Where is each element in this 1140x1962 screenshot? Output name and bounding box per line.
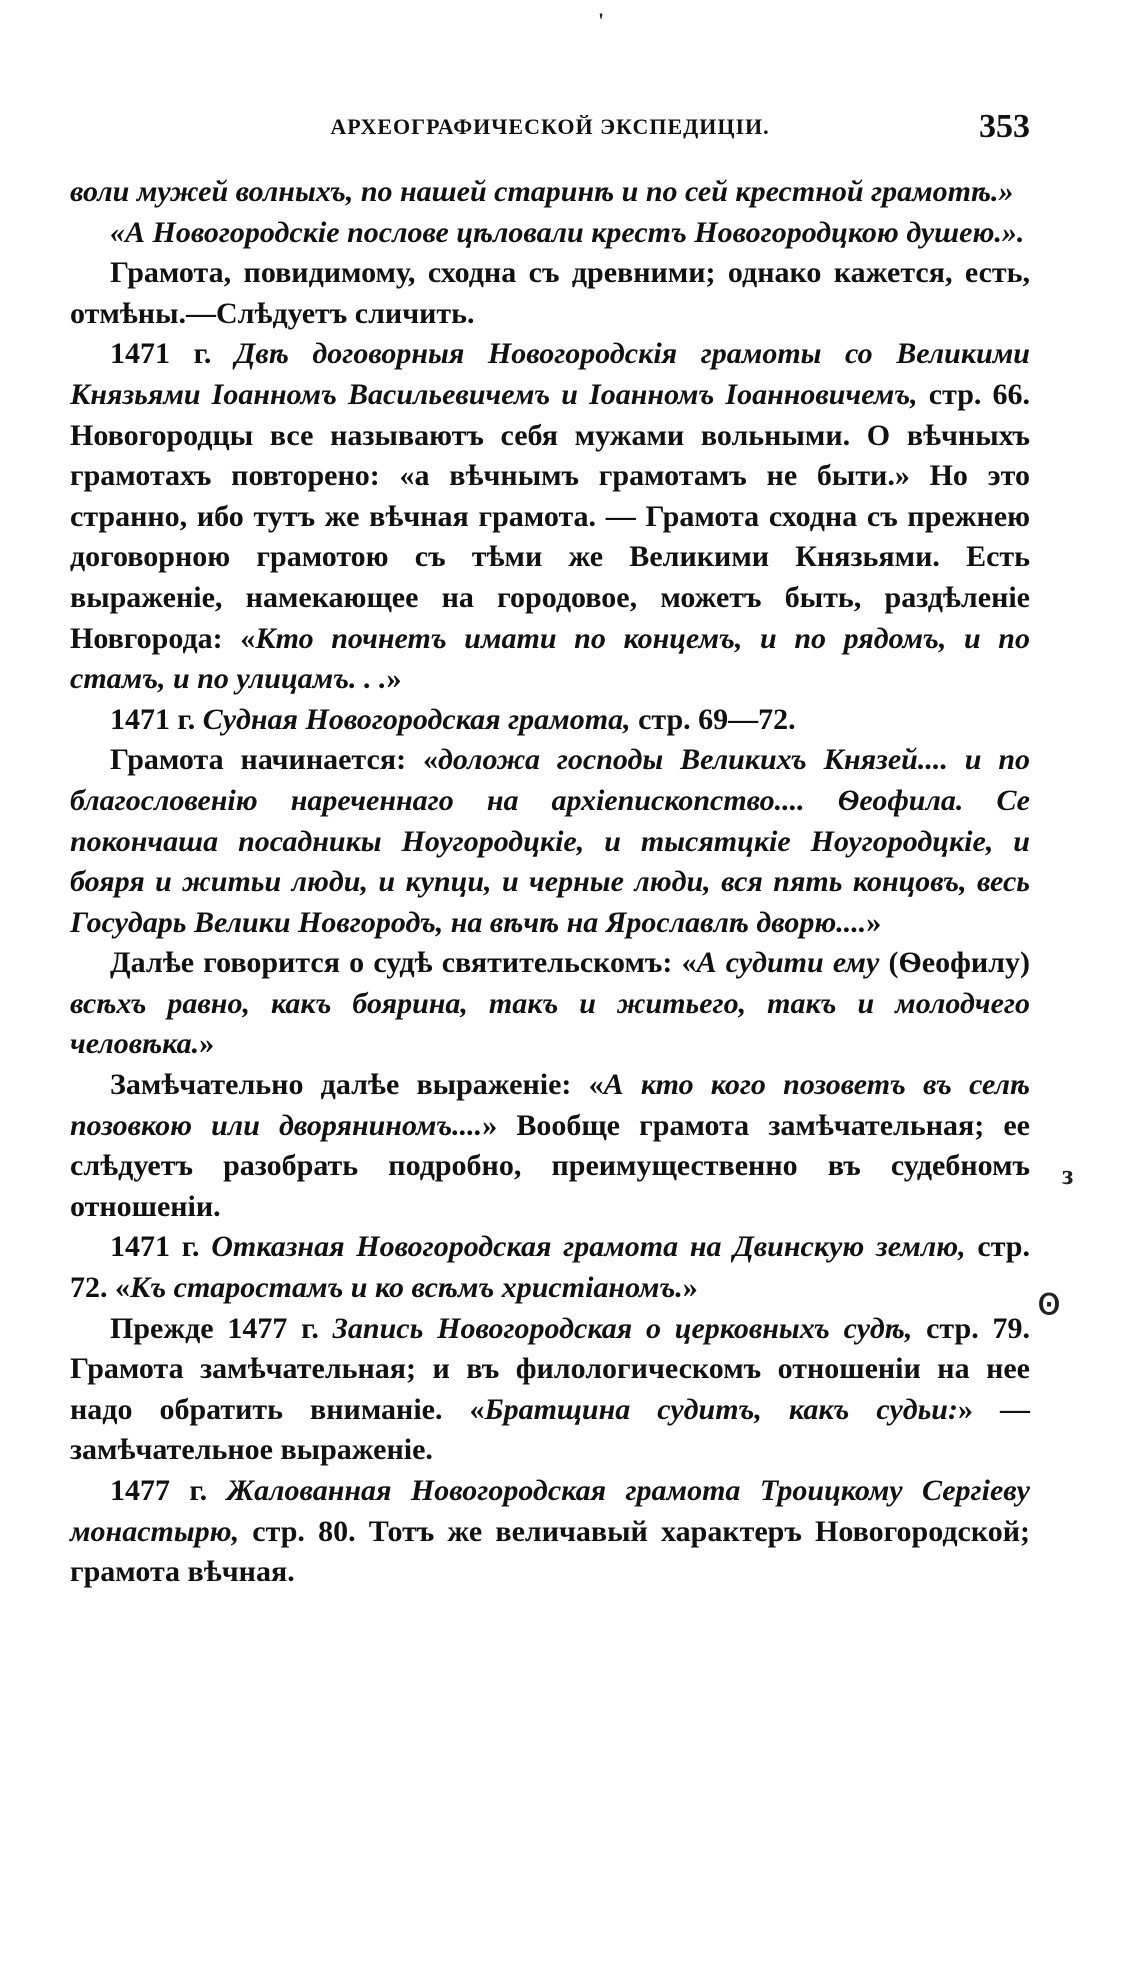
text-run: Грамота начинается: «	[110, 743, 438, 777]
body-text	[70, 172, 1030, 1593]
text-run: Далѣе говорится о судѣ святительскомъ: «	[110, 946, 697, 980]
paragraph	[70, 1309, 1030, 1471]
header-title: АРХЕОГРАФИЧЕСКОЙ ЭКСПЕДИЦІИ.	[330, 114, 770, 139]
italic-text-run: Кто почнетъ имати по концемъ, и по рядомъ, и по стамъ, и по улицамъ. . .	[70, 621, 1030, 696]
paragraph	[70, 334, 1030, 699]
text-run: 1471 г.	[110, 702, 203, 736]
text-run: »	[682, 1271, 698, 1305]
text-run: стр. 79. Грамота замѣчательная; и въ филологическомъ отношеніи на нее надо обратить вниманіе. «	[70, 1311, 1030, 1426]
text-run: 1471 г.	[110, 1230, 212, 1264]
text-run: Прежде 1477 г.	[110, 1311, 333, 1345]
text-run: » — замѣчательное выраженіе.	[70, 1392, 1030, 1467]
paragraph	[70, 213, 1030, 254]
italic-text-run: «А Новогородскіе послове цѣловали крестъ Новогородцкою душею.».	[110, 215, 1025, 249]
paragraph	[70, 700, 1030, 741]
italic-text-run: Двѣ договорныя Новогородскія грамоты со Великими Князьями Іоанномъ Васильевичемъ и Іоанномъ Іоанновичемъ,	[70, 337, 1030, 411]
page-number: 353	[979, 108, 1030, 145]
italic-text-run: Судная Новогородская грамота,	[202, 702, 631, 736]
print-mark-top: '	[598, 8, 605, 33]
paragraph	[70, 740, 1030, 943]
text-run: Грамота, повидимому, сходна съ древними; однако кажется, есть, отмѣны.—Слѣдуетъ сличить.	[70, 256, 1030, 330]
text-run: »	[199, 1027, 215, 1061]
italic-text-run: доложа господы Великихъ Князей.... и по благословенію нареченнаго на архіепископство.... Ѳеофила. Се покончаша посадникы Ноугородцкіе, и тысятцкіе Ноугородцкіе, и бояря и житьи люди, и купци, и черные люди, вся пять концовъ, весь Государь Велики Новгородъ, на вѣчѣ на Ярославлѣ дворю....	[70, 743, 1031, 939]
paragraph	[70, 253, 1030, 334]
italic-text-run: Отказная Новогородская грамота на Двинскую землю,	[211, 1230, 966, 1264]
italic-text-run: А судити ему	[696, 946, 880, 980]
paragraph	[70, 943, 1030, 1065]
italic-text-run: воли мужей волныхъ, по нашей старинѣ и по сей крестной грамотѣ.»	[70, 175, 1014, 208]
text-run: стр. 66. Новогородцы все называютъ себя мужами вольными. О вѣчныхъ грамотахъ повторено: «а вѣчнымъ грамотамъ не быти.» Но это странно, ибо тутъ же вѣчная грамота. — Грамота сходна съ прежнею договорною грамотою съ тѣми же Великими Князьями. Есть выраженіе, намекающее на городовое, можетъ быть, раздѣленіе Новгорода: «	[70, 377, 1030, 655]
paragraph	[70, 1227, 1030, 1308]
italic-text-run: Жалованная Новогородская грамота Троицкому Сергіеву монастырю,	[70, 1474, 1030, 1548]
text-run: стр. 72. «	[70, 1230, 1030, 1305]
text-run: » Вообще грамота замѣчательная; ее слѣдуетъ разобрать подробно, преимущественно въ судебномъ отношеніи.	[70, 1108, 1030, 1223]
margin-mark-right-1: з	[1062, 1160, 1074, 1191]
paragraph	[70, 1471, 1030, 1593]
italic-text-run: Къ старостамъ и ко всѣмъ христіаномъ.	[130, 1271, 683, 1305]
paragraph	[70, 1065, 1030, 1227]
italic-text-run: всѣхъ равно, какъ боярина, такъ и житьего, такъ и молодчего человѣка.	[70, 986, 1030, 1061]
text-run: стр. 80. Тотъ же величавый характеръ Новогородской; грамота вѣчная.	[70, 1514, 1030, 1589]
text-run: 1477 г.	[110, 1474, 227, 1507]
italic-text-run: Братщина судитъ, какъ судьи:	[484, 1392, 958, 1426]
text-run: стр. 69—72.	[630, 702, 796, 736]
italic-text-run: А кто кого позоветъ въ селѣ позовкою или дворяниномъ....	[70, 1068, 1030, 1142]
running-header	[70, 108, 1030, 148]
margin-mark-right-2: Ꙩ	[1038, 1290, 1061, 1321]
text-run: (Ѳеофилу)	[879, 946, 1030, 980]
text-run: 1471 г.	[110, 337, 235, 371]
italic-text-run: Запись Новогородская о церковныхъ судѣ,	[332, 1311, 913, 1345]
text-run: »	[866, 905, 882, 939]
text-run: Замѣчательно далѣе выраженіе: «	[110, 1068, 604, 1102]
paragraph	[70, 172, 1030, 213]
text-run: »	[386, 662, 402, 696]
